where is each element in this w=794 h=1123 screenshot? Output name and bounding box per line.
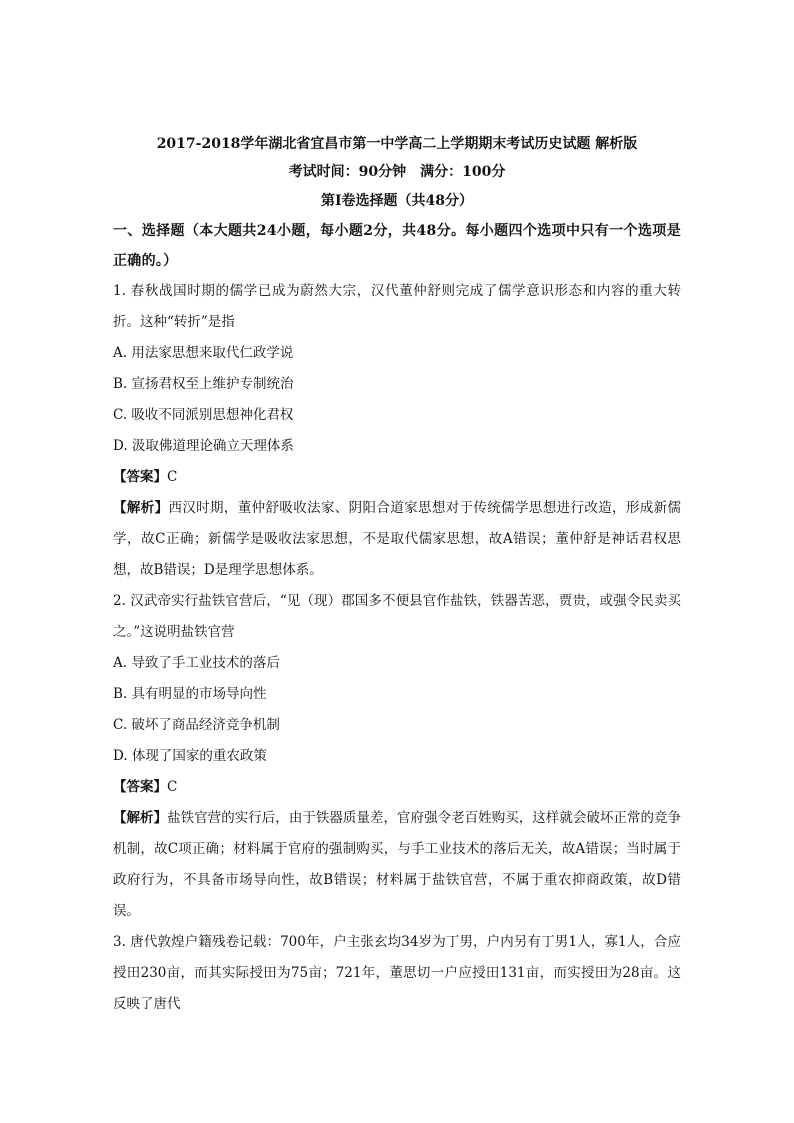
answer-line bbox=[113, 462, 681, 493]
answer-label: 【答案】 bbox=[113, 779, 167, 795]
analysis-text: 盐铁官营的实行后，由于铁器质量差，官府强令老百姓购买，这样就会破坏正常的竞争机制，故C项正确；材料属于官府的强制购买，与手工业技术的落后无关，故A错误；当时属于政府行为，不具备市场导向性，故B错误；材料属于盐铁官营，不属于重农抑商政策，故D错误。 bbox=[113, 810, 682, 919]
answer-label: 【答案】 bbox=[113, 469, 167, 485]
analysis bbox=[113, 803, 681, 927]
question-1 bbox=[113, 276, 681, 586]
question-stem: 3. 唐代敦煌户籍残卷记载：700年，户主张玄均34岁为丁男，户内另有丁男1人，寡1人，合应授田230亩，而其实际授田为75亩；721年，董思切一户应授田131亩，而实授田为28亩。这反映了唐代 bbox=[113, 934, 681, 1012]
option-b: B. 具有明显的市场导向性 bbox=[113, 686, 267, 702]
answer-value: C bbox=[167, 779, 178, 795]
option-b: B. 宣扬君权至上维护专制统治 bbox=[113, 376, 294, 392]
document-body bbox=[113, 132, 681, 1020]
section-instructions: 一、选择题（本大题共24小题，每小题2分，共48分。每小题四个选项中只有一个选项是正确的。） bbox=[113, 223, 681, 269]
analysis bbox=[113, 493, 681, 586]
analysis-label: 【解析】 bbox=[113, 500, 169, 516]
question-stem: 2. 汉武帝实行盐铁官营后，“见（现）郡国多不便县官作盐铁，铁器苦恶，贾贵，或强令民卖买之。”这说明盐铁官营 bbox=[113, 593, 681, 640]
option-d: D. 体现了国家的重农政策 bbox=[113, 748, 267, 764]
section-title: 第Ⅰ卷选择题（共48分） bbox=[320, 193, 474, 209]
option-a: A. 导致了手工业技术的落后 bbox=[113, 655, 280, 671]
option-c: C. 吸收不同派别思想神化君权 bbox=[113, 407, 294, 423]
analysis-label: 【解析】 bbox=[113, 810, 168, 826]
exam-info: 考试时间：90分钟 满分：100分 bbox=[288, 164, 506, 180]
question-3 bbox=[113, 927, 681, 1020]
document-title: 2017-2018学年湖北省宜昌市第一中学高二上学期期末考试历史试题 解析版 bbox=[156, 136, 638, 152]
question-stem: 1. 春秋战国时期的儒学已成为蔚然大宗，汉代董仲舒则完成了儒学意识形态和内容的重大转折。这种“转折”是指 bbox=[113, 283, 681, 330]
question-2 bbox=[113, 586, 681, 927]
option-d: D. 汲取佛道理论确立天理体系 bbox=[113, 438, 294, 454]
answer-line bbox=[113, 772, 681, 803]
answer-value: C bbox=[167, 469, 178, 485]
analysis-text: 西汉时期，董仲舒吸收法家、阴阳合道家思想对于传统儒学思想进行改造，形成新儒学，故C正确；新儒学是吸收法家思想，不是取代儒家思想，故A错误；董仲舒是神话君权思想，故B错误；D是理学思想体系。 bbox=[113, 500, 682, 578]
option-c: C. 破坏了商品经济竞争机制 bbox=[113, 717, 280, 733]
option-a: A. 用法家思想来取代仁政学说 bbox=[113, 345, 294, 361]
